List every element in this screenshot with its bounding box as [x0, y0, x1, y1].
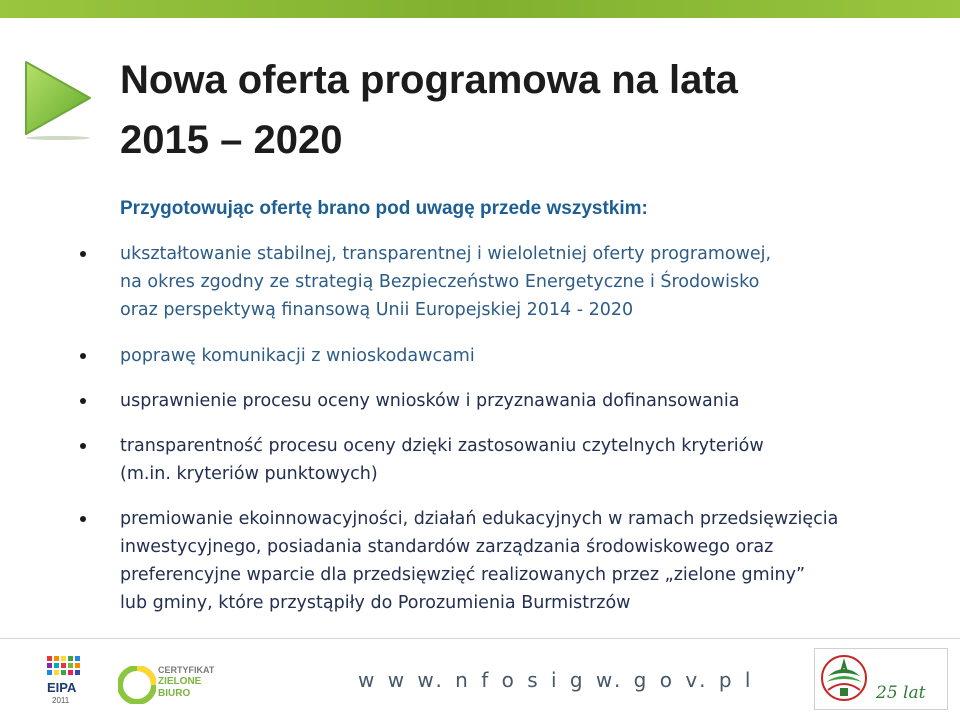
- footer: [0, 640, 960, 716]
- bullet-dot: [80, 443, 86, 449]
- bullet-line: transparentność procesu oceny dzięki zastosowaniu czytelnych kryteriów: [120, 436, 764, 456]
- bullet-line: ukształtowanie stabilnej, transparentnej i wieloletniej oferty programowej,: [120, 244, 772, 264]
- slide-title: [120, 50, 940, 170]
- bullet-dot: [80, 353, 86, 359]
- title-line-2: 2015 – 2020: [120, 118, 343, 162]
- nfosigw-logo-icon: [814, 648, 948, 710]
- intro-text: Przygotowując ofertę brano pod uwagę przede wszystkim:: [120, 198, 648, 219]
- eipa-label: EIPA: [47, 680, 77, 695]
- eipa-year: 2011: [52, 696, 70, 705]
- bullet-line: inwestycyjnego, posiadania standardów zarządzania środowiskowego oraz: [120, 537, 774, 557]
- title-line-1: Nowa oferta programowa na lata: [120, 58, 738, 102]
- cert-name-1: ZIELONE: [158, 676, 202, 687]
- bullet-line: (m.in. kryteriów punktowych): [120, 464, 378, 484]
- anniversary-label: 25 lat: [876, 683, 926, 703]
- zielone-biuro-logo: [118, 662, 218, 706]
- play-arrow-icon: [20, 58, 96, 140]
- zielone-biuro-logo-icon: [118, 666, 156, 704]
- bullet-line: lub gminy, które przystąpiły do Porozumienia Burmistrzów: [120, 593, 631, 613]
- bullet-line: usprawnienie procesu oceny wniosków i przyznawania dofinansowania: [120, 391, 740, 411]
- eipa-logo-icon: [44, 654, 90, 706]
- cert-name-2: BIURO: [158, 688, 191, 699]
- bullet-line: poprawę komunikacji z wnioskodawcami: [120, 346, 475, 366]
- bullet-dot: [80, 398, 86, 404]
- top-accent-bar: [0, 0, 960, 18]
- bullet-dot: [80, 516, 86, 522]
- bullet-line: oraz perspektywą finansową Unii Europejskiej 2014 - 2020: [120, 300, 634, 320]
- bullet-line: preferencyjne wparcie dla przedsięwzięć realizowanych przez „zielone gminy”: [120, 565, 806, 585]
- cert-label: CERTYFIKAT: [158, 665, 215, 675]
- bullet-dot: [80, 251, 86, 257]
- bullet-line: na okres zgodny ze strategią Bezpieczeństwo Energetyczne i Środowisko: [120, 272, 760, 292]
- bullet-line: premiowanie ekoinnowacyjności, działań edukacyjnych w ramach przedsięwzięcia: [120, 509, 839, 529]
- footer-divider: [0, 638, 960, 639]
- website-link[interactable]: w w w. n f o s i g w. g o v. p l: [358, 668, 754, 692]
